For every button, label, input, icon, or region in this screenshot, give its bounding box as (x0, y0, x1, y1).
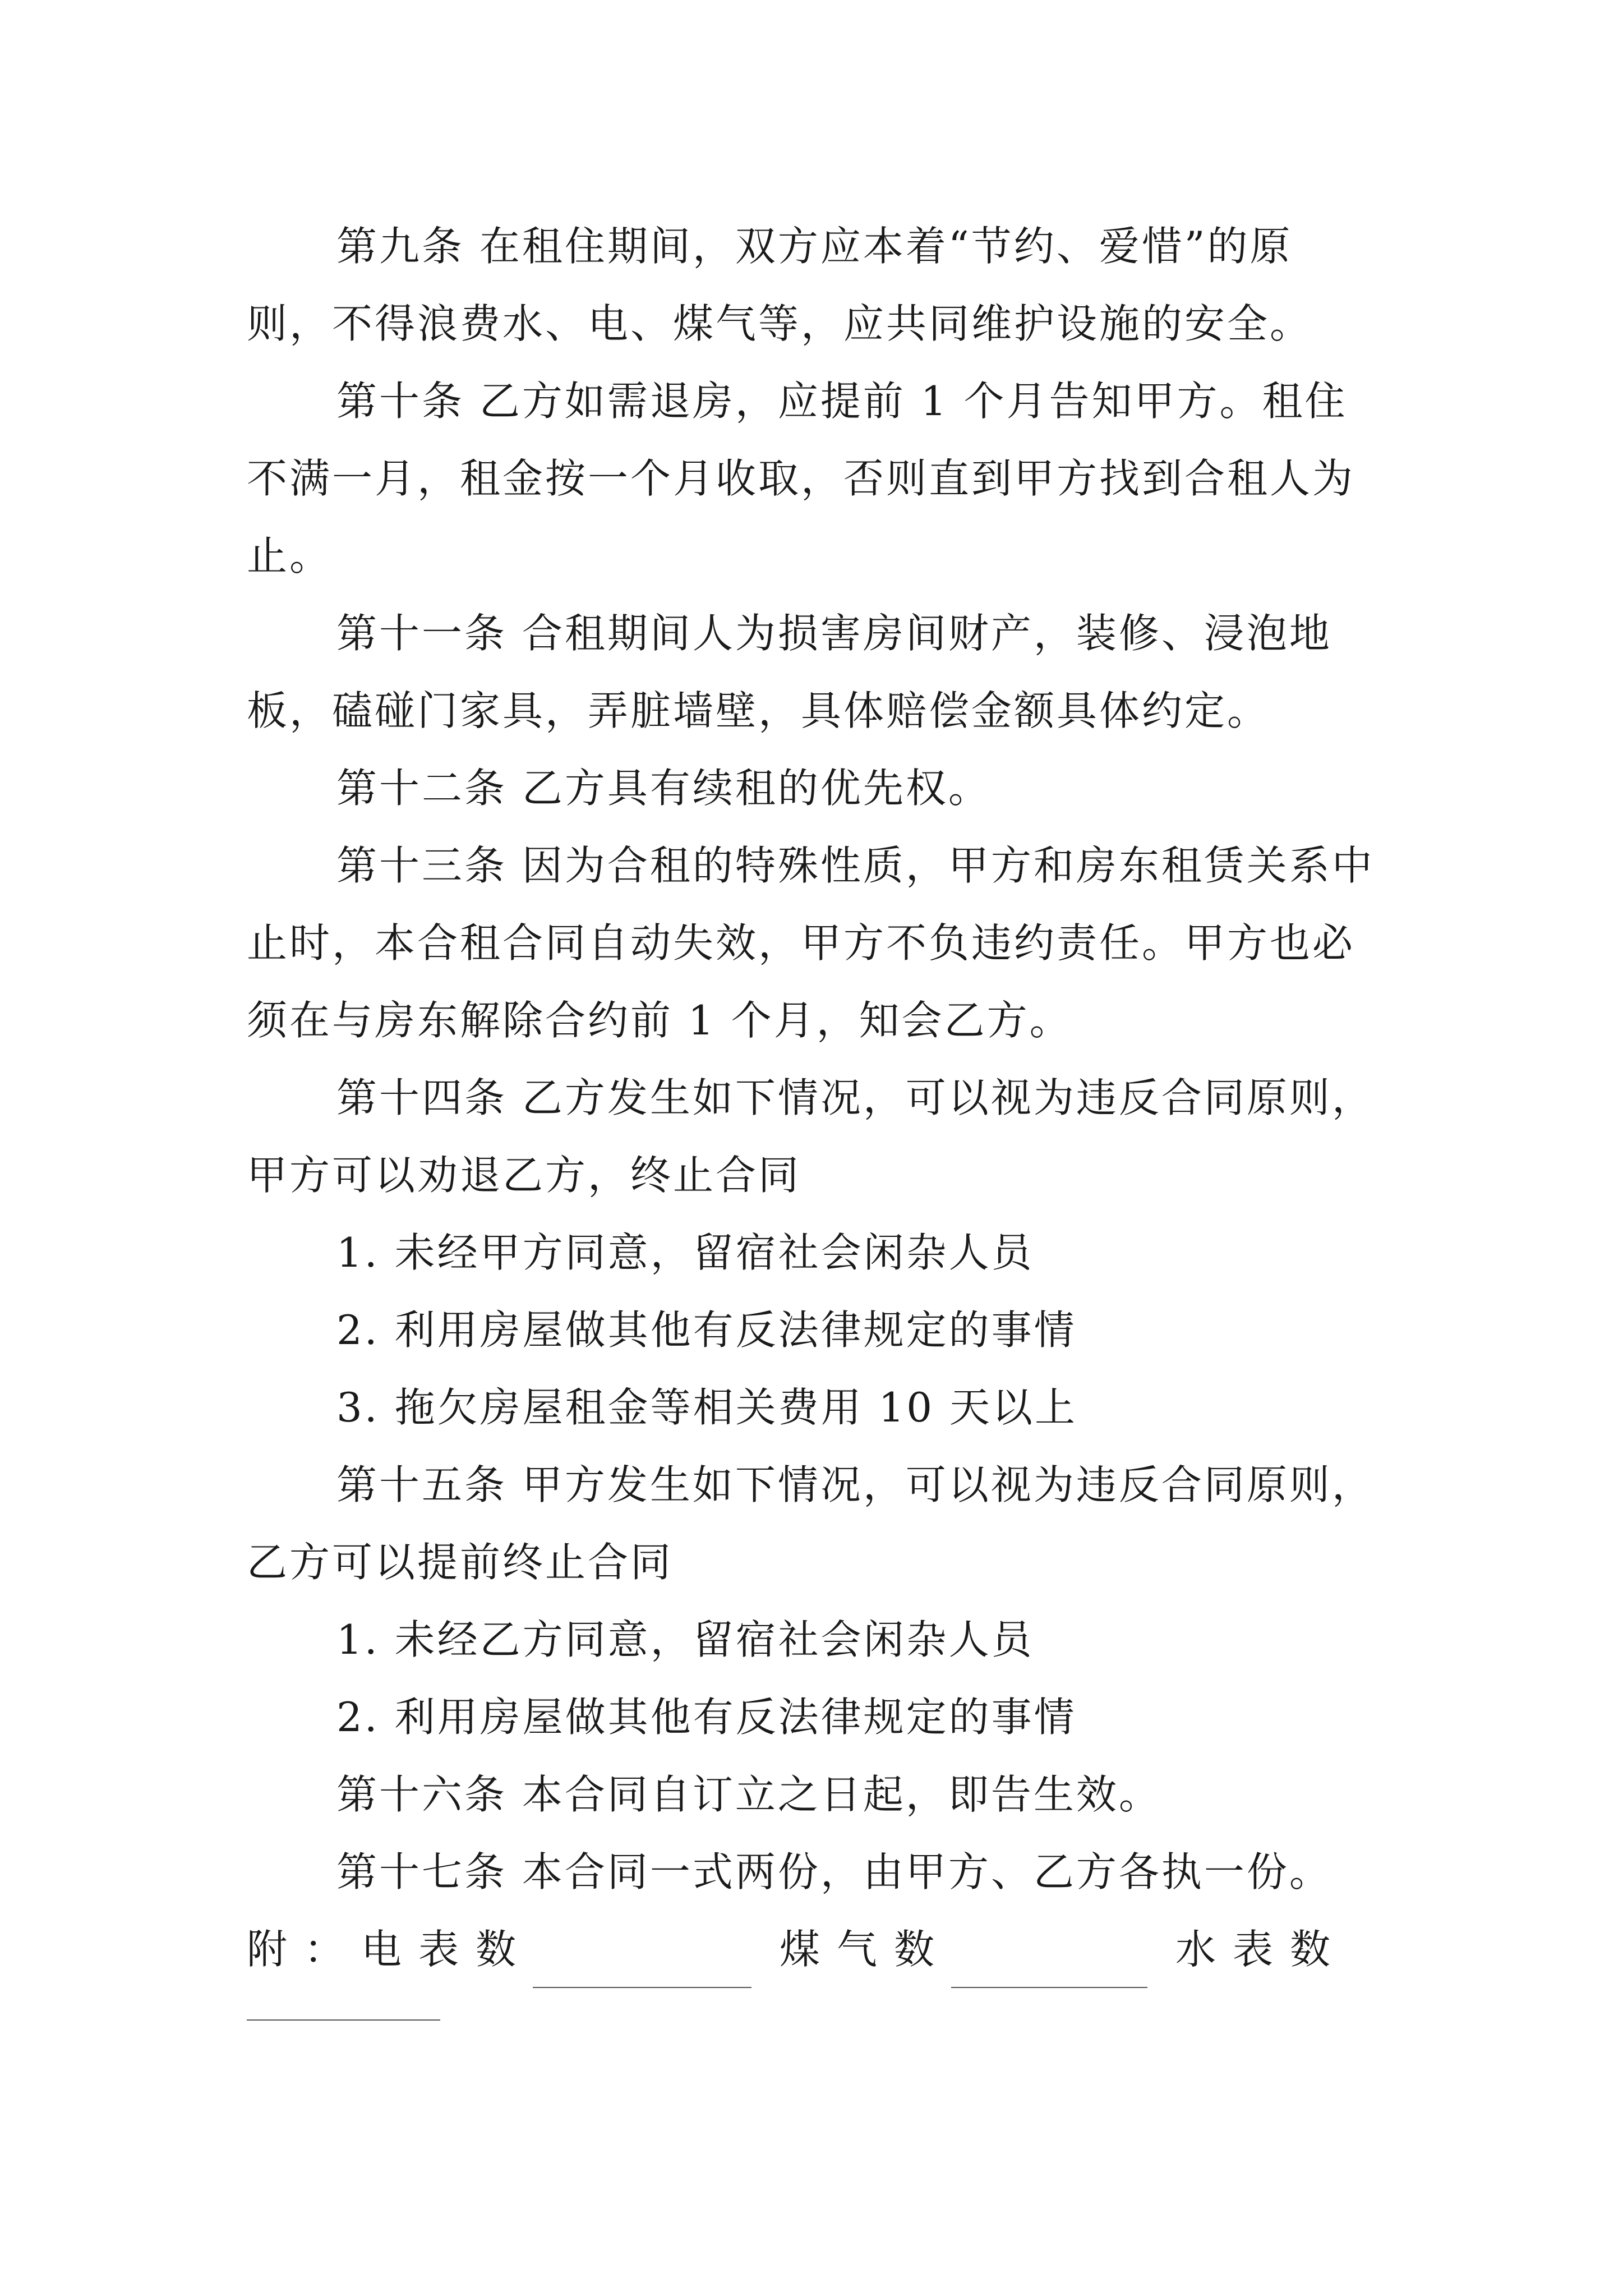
clause-14-item-1: 1. 未经甲方同意，留宿社会闲杂人员 (336, 1229, 1034, 1276)
appendix-water-label: 水表数 (1175, 1926, 1348, 1973)
clause-14-item-3: 3. 拖欠房屋租金等相关费用 10 天以上 (336, 1384, 1077, 1431)
gas-meter-blank (951, 1942, 1147, 1988)
clause-15-item-2: 2. 利用房屋做其他有反法律规定的事情 (336, 1694, 1077, 1741)
appendix-electric-label: 附：电表数 (247, 1926, 533, 1973)
clause-13: 第十三条 因为合租的特殊性质，甲方和房东租赁关系中止时，本合租合同自动失效，甲方不负违约责任。甲方也必须在与房东解除合约前 1 个月，知会乙方。 (247, 842, 1375, 1044)
clause-14-item-2: 2. 利用房屋做其他有反法律规定的事情 (336, 1306, 1077, 1354)
clause-11: 第十一条 合租期间人为损害房间财产，装修、浸泡地板，磕碰门家具，弄脏墙壁，具体赔偿金额具体约定。 (247, 610, 1332, 734)
clause-10: 第十条 乙方如需退房，应提前 1 个月告知甲方。租住不满一月，租金按一个月收取，否则直到甲方找到合租人为止。 (247, 378, 1355, 579)
clause-9: 第九条 在租住期间，双方应本着“节约、爱惜”的原则，不得浪费水、电、煤气等，应共同维护设施的安全。 (247, 223, 1313, 347)
clause-12: 第十二条 乙方具有续租的优先权。 (336, 765, 991, 812)
appendix-gas-label: 煤气数 (780, 1926, 952, 1973)
water-meter-blank (247, 2019, 440, 2021)
electric-meter-blank (533, 1942, 751, 1988)
clause-14: 第十四条 乙方发生如下情况，可以视为违反合同原则，甲方可以劝退乙方，终止合同 (247, 1074, 1375, 1199)
clause-16: 第十六条 本合同自订立之日起，即告生效。 (336, 1771, 1161, 1818)
clause-17: 第十七条 本合同一式两份，由甲方、乙方各执一份。 (336, 1848, 1332, 1895)
clause-15-item-1: 1. 未经乙方同意，留宿社会闲杂人员 (336, 1616, 1034, 1663)
contract-body (247, 208, 1377, 1988)
clause-15: 第十五条 甲方发生如下情况，可以视为违反合同原则，乙方可以提前终止合同 (247, 1461, 1375, 1586)
appendix-line (247, 1911, 1377, 1988)
